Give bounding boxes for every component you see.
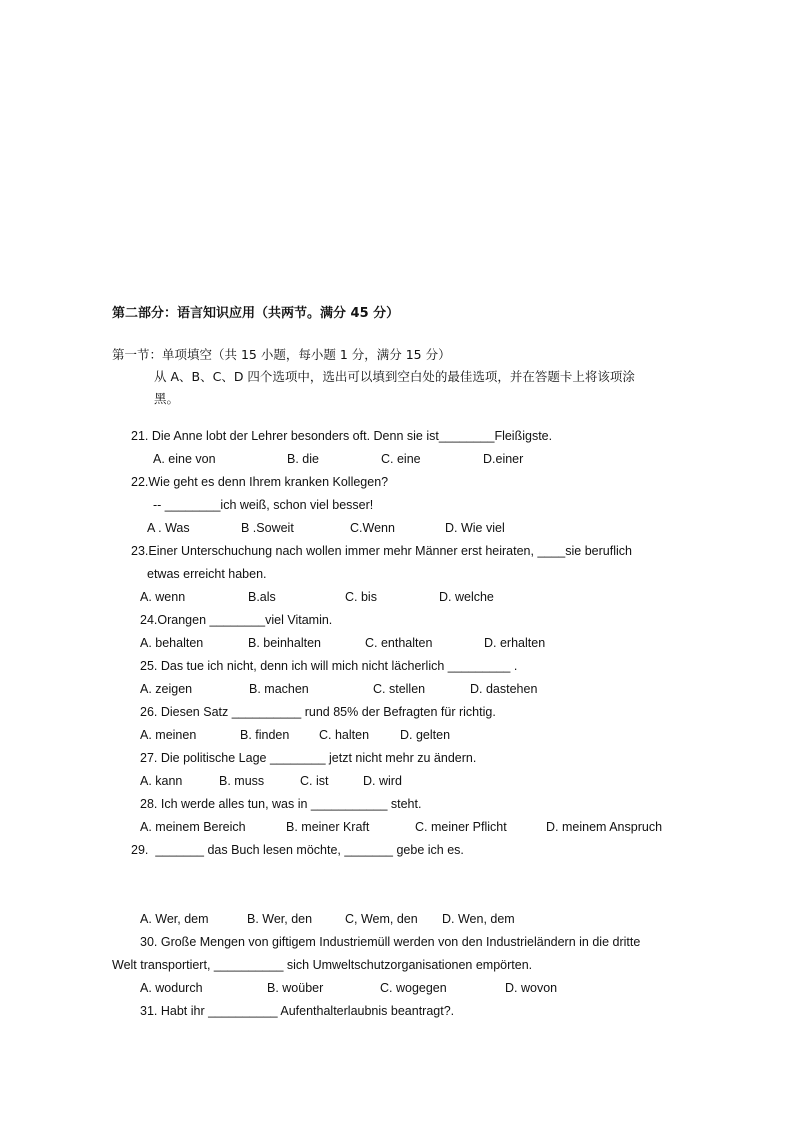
question-22-line-2: -- ________ich weiß, schon viel besser!	[153, 498, 374, 512]
question-30: 30. Große Mengen von giftigem Industriemüll werden von den Industrieländern in die dritte	[140, 935, 641, 949]
instruction-line-2: 黑。	[154, 391, 180, 406]
q22-option-c: C.Wenn	[350, 521, 395, 535]
q22-option-d: D. Wie viel	[445, 521, 505, 535]
question-26: 26. Diesen Satz __________ rund 85% der Befragten für richtig.	[140, 705, 496, 719]
q30-option-b: B. woüber	[267, 981, 324, 995]
q26-option-c: C. halten	[319, 728, 370, 742]
q28-option-a: A. meinem Bereich	[140, 820, 246, 834]
q24-option-c: C. enthalten	[365, 636, 433, 650]
question-21: 21. Die Anne lobt der Lehrer besonders oft. Denn sie ist________Fleißigste.	[131, 429, 553, 443]
q23-option-a: A. wenn	[140, 590, 186, 604]
question-25: 25. Das tue ich nicht, denn ich will mich nicht lächerlich _________ .	[140, 659, 518, 673]
q26-option-a: A. meinen	[140, 728, 197, 742]
q27-option-d: D. wird	[363, 774, 402, 788]
q23-option-d: D. welche	[439, 590, 494, 604]
q25-option-b: B. machen	[249, 682, 309, 696]
question-24: 24.Orangen ________viel Vitamin.	[140, 613, 333, 627]
question-30-line-2: Welt transportiert, __________ sich Umweltschutzorganisationen empörten.	[112, 958, 533, 972]
q25-option-d: D. dastehen	[470, 682, 538, 696]
question-22: 22.Wie geht es denn Ihrem kranken Kollegen?	[131, 475, 389, 489]
q29-option-c: C, Wem, den	[345, 912, 418, 926]
q27-option-a: A. kann	[140, 774, 183, 788]
q27-option-c: C. ist	[300, 774, 329, 788]
q29-option-a: A. Wer, dem	[140, 912, 209, 926]
q29-option-d: D. Wen, dem	[442, 912, 515, 926]
q24-option-b: B. beinhalten	[248, 636, 321, 650]
q24-option-d: D. erhalten	[484, 636, 546, 650]
section-title: 第二部分：语言知识应用（共两节。满分 45 分）	[112, 306, 400, 321]
q21-option-b: B. die	[287, 452, 319, 466]
instruction-line-1: 从 A、B、C、D 四个选项中，选出可以填到空白处的最佳选项，并在答题卡上将该项涂	[154, 369, 635, 384]
q28-option-d: D. meinem Anspruch	[546, 820, 663, 834]
question-23-line-2: etwas erreicht haben.	[147, 567, 267, 581]
q21-option-d: D.einer	[483, 452, 524, 466]
q25-option-c: C. stellen	[373, 682, 426, 696]
q21-option-a: A. eine von	[153, 452, 216, 466]
q23-option-b: B.als	[248, 590, 276, 604]
q25-option-a: A. zeigen	[140, 682, 193, 696]
q30-option-a: A. wodurch	[140, 981, 203, 995]
q30-option-d: D. wovon	[505, 981, 558, 995]
q23-option-c: C. bis	[345, 590, 377, 604]
q26-option-d: D. gelten	[400, 728, 451, 742]
q21-option-c: C. eine	[381, 452, 421, 466]
q22-option-b: B .Soweit	[241, 521, 294, 535]
q30-option-c: C. wogegen	[380, 981, 447, 995]
q29-option-b: B. Wer, den	[247, 912, 313, 926]
question-29: 29. _______ das Buch lesen möchte, _______ gebe ich es.	[131, 843, 464, 857]
q28-option-c: C. meiner Pflicht	[415, 820, 507, 834]
q28-option-b: B. meiner Kraft	[286, 820, 370, 834]
q26-option-b: B. finden	[240, 728, 290, 742]
question-31: 31. Habt ihr __________ Aufenthalterlaubnis beantragt?.	[140, 1004, 455, 1018]
question-23: 23.Einer Unterschuchung nach wollen immer mehr Männer erst heiraten, ____sie beruflich	[131, 544, 632, 558]
question-27: 27. Die politische Lage ________ jetzt nicht mehr zu ändern.	[140, 751, 477, 765]
q27-option-b: B. muss	[219, 774, 265, 788]
subsection-title: 第一节：单项填空（共 15 小题，每小题 1 分，满分 15 分）	[112, 347, 451, 362]
q22-option-a: A . Was	[147, 521, 190, 535]
question-28: 28. Ich werde alles tun, was in ___________ steht.	[140, 797, 422, 811]
q24-option-a: A. behalten	[140, 636, 204, 650]
